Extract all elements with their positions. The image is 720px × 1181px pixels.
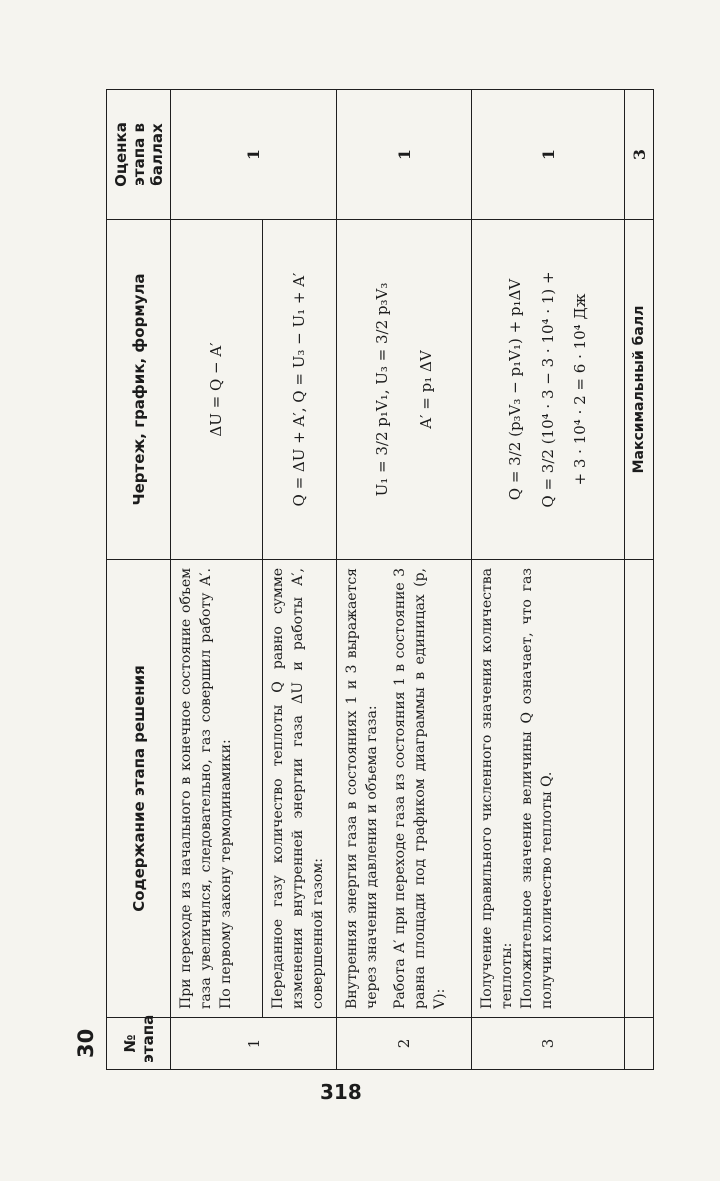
stage-2-formula-1: U₁ = 3/2 p₁V₁, U₃ = 3/2 p₃V₃ xyxy=(372,282,391,497)
header-score: Оценка этапа в баллах xyxy=(107,90,171,220)
table-row-stage-2 xyxy=(337,90,472,1070)
table-row-stage-1a xyxy=(171,90,263,1070)
stage-2-description xyxy=(337,560,472,1018)
stage-2-formulas xyxy=(337,220,472,560)
stage-number: 2 xyxy=(337,1018,472,1070)
stage-3-formulas xyxy=(472,220,625,560)
table-header-row xyxy=(107,90,171,1070)
stage-number: 1 xyxy=(171,1018,337,1070)
stage-2-text-2: Работа A′ при переходе газа из состояния 1 в состояние 3 равна площади под графиком диаграммы в единицах (p, V): xyxy=(391,568,448,1009)
empty-cell xyxy=(625,1018,654,1070)
max-score-value: 3 xyxy=(625,90,654,220)
stage-1-formula-1: ΔU = Q − A′ xyxy=(171,220,263,560)
table-row-stage-3 xyxy=(472,90,625,1070)
page-number: 318 xyxy=(320,1080,362,1104)
rotated-solution-table xyxy=(106,90,654,1070)
max-score-label: Максимальный балл xyxy=(625,220,654,560)
stage-1-formula-2: Q = ΔU + A′, Q = U₃ − U₁ + A′ xyxy=(262,220,336,560)
stage-3-description xyxy=(472,560,625,1018)
stage-3-text-1: Получение правильного численного значения количества теплоты: xyxy=(479,568,515,1009)
stage-3-formula-1: Q = 3/2 (p₃V₃ − p₁V₁) + p₁ΔV xyxy=(506,278,525,501)
stage-3-formula-3: + 3 · 10⁴ · 2 = 6 · 10⁴ Дж xyxy=(571,293,590,486)
solution-table xyxy=(106,89,654,1070)
stage-1-text-2: Переданное газу количество теплоты Q равно сумме изменения внутренней энергии газа ΔU и работы A′, совершенной газом: xyxy=(262,560,336,1018)
stage-score: 1 xyxy=(472,90,625,220)
stage-3-text-2: Положительное значение величины Q означает, что газ получил количество теплоты Q. xyxy=(518,568,555,1009)
stage-2-formula-2: A′ = p₁ ΔV xyxy=(417,350,436,429)
header-stage-no: № этапа xyxy=(107,1018,171,1070)
empty-cell xyxy=(625,560,654,1018)
stage-2-text-1: Внутренняя энергия газа в состояниях 1 и 3 выражается через значения давления и объема газа: xyxy=(344,568,381,1009)
stage-score: 1 xyxy=(337,90,472,220)
stage-number: 3 xyxy=(472,1018,625,1070)
header-content: Содержание этапа решения xyxy=(107,560,171,1018)
stage-3-formula-2: Q = 3/2 (10⁴ · 3 − 3 · 10⁴ · 1) + xyxy=(538,271,557,508)
header-formula: Чертеж, график, формула xyxy=(107,220,171,560)
stage-score: 1 xyxy=(171,90,337,220)
stage-1-text-1: При переходе из начального в конечное состояние объем газа увеличился, следовательно, газ совершил работу A′. По первому закону термодинамики: xyxy=(171,560,263,1018)
table-row-stage-1b xyxy=(262,90,336,1070)
table-row-max xyxy=(625,90,654,1070)
side-section-number: 30 xyxy=(74,1028,98,1058)
